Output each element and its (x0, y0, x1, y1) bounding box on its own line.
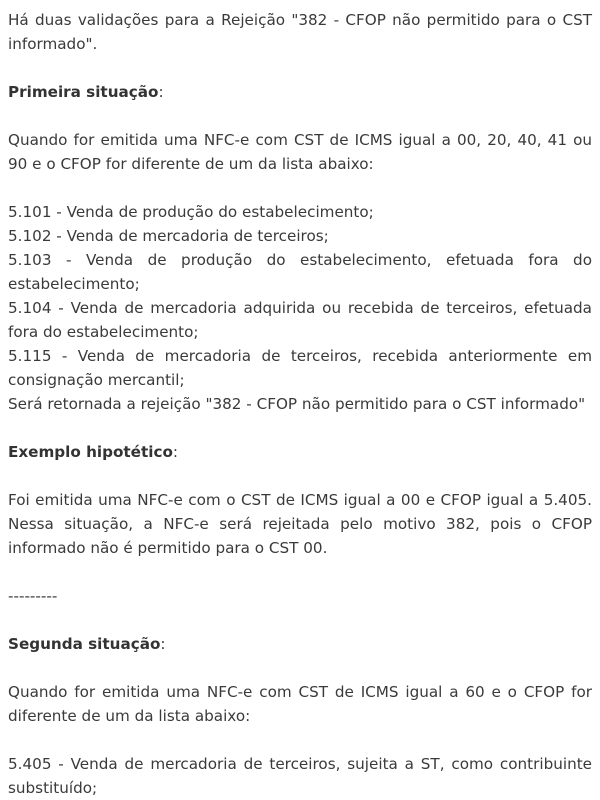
heading-colon: : (160, 635, 166, 653)
first-situation-description: Quando for emitida uma NFC-e com CST de ICMS igual a 00, 20, 40, 41 ou 90 e o CFOP for diferente de um da lista abaixo: (8, 131, 592, 173)
section-divider: --------- (8, 587, 58, 605)
heading-text: Primeira situação (8, 83, 159, 101)
list-item: 5.104 - Venda de mercadoria adquirida ou recebida de terceiros, efetuada fora do estabelecimento; (8, 299, 592, 341)
list-item: 5.101 - Venda de produção do estabelecimento; (8, 203, 374, 221)
intro-paragraph: Há duas validações para a Rejeição "382 - CFOP não permitido para o CST informado". (8, 11, 592, 53)
example-heading (8, 440, 592, 464)
heading-text: Exemplo hipotético (8, 443, 173, 461)
second-situation-cfop-list (8, 752, 592, 800)
second-situation-description: Quando for emitida uma NFC-e com CST de ICMS igual a 60 e o CFOP for diferente de um da lista abaixo: (8, 683, 592, 725)
article-body (8, 8, 592, 800)
example-paragraph: Foi emitida uma NFC-e com o CST de ICMS igual a 00 e CFOP igual a 5.405. Nessa situação, a NFC-e será rejeitada pelo motivo 382, pois o CFOP informado não é permitido para o CST 00. (8, 491, 592, 557)
first-situation-cfop-list (8, 200, 592, 416)
heading-colon: : (172, 443, 179, 461)
result-line: Será retornada a rejeição "382 - CFOP não permitido para o CST informado" (8, 395, 586, 413)
list-item: 5.103 - Venda de produção do estabelecimento, efetuada fora do estabelecimento; (8, 251, 592, 293)
second-situation-heading (8, 632, 592, 656)
heading-colon: : (158, 83, 164, 101)
list-item: 5.115 - Venda de mercadoria de terceiros, recebida anteriormente em consignação mercantil; (8, 347, 592, 389)
first-situation-heading (8, 80, 592, 104)
list-item: 5.405 - Venda de mercadoria de terceiros, sujeita a ST, como contribuinte substituído; (8, 755, 592, 797)
list-item: 5.102 - Venda de mercadoria de terceiros; (8, 227, 329, 245)
heading-text: Segunda situação (8, 635, 161, 653)
